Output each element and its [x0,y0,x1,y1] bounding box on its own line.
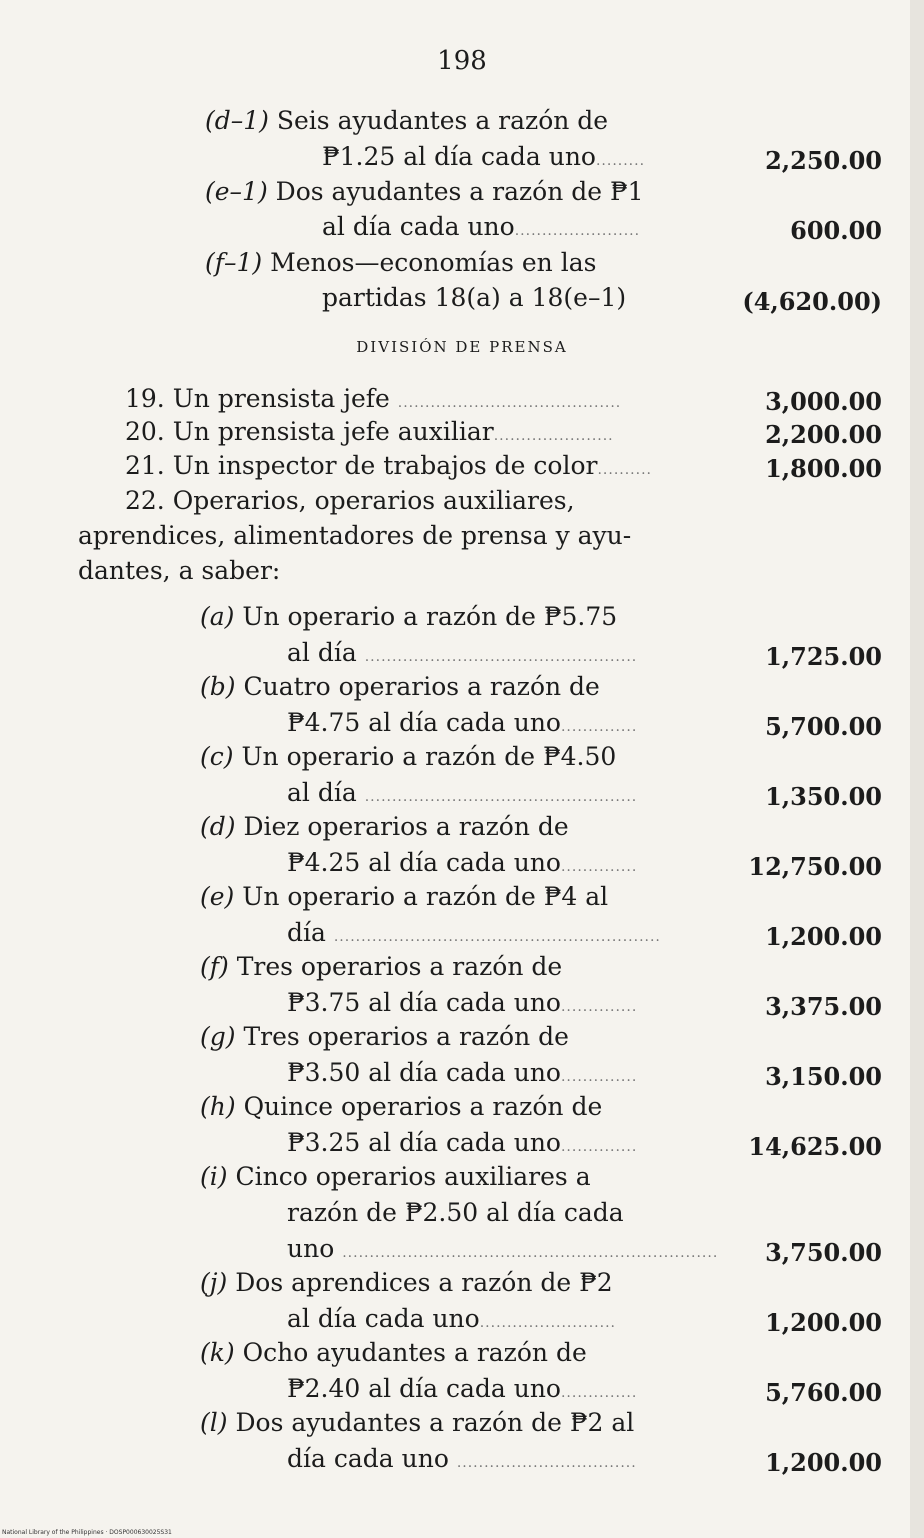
item-h-amount: 14,625.00 [748,1132,882,1161]
leader-dots: .............. [560,719,638,735]
item-a-label: (a) [200,602,235,631]
item-f1-amount: (4,620.00) [742,287,882,316]
item-g-line1 [200,1020,569,1054]
item-d-text1: Diez operarios a razón de [243,812,569,841]
item-i-amount: 3,750.00 [765,1238,882,1267]
leader-dots: .............. [560,1069,638,1085]
item-b-text2: ₱4.75 al día cada uno [287,708,561,737]
item-a-line2 [287,636,637,674]
item-k-line1 [200,1336,587,1370]
item-e1-amount: 600.00 [790,216,882,245]
item-g-amount: 3,150.00 [765,1062,882,1091]
item-e1-line1 [205,175,644,209]
item-j-text2: al día cada uno [287,1304,480,1333]
item-e-text2: día [287,918,326,947]
item-a-amount: 1,725.00 [765,642,882,671]
item-c-text1: Un operario a razón de ₱4.50 [241,742,617,771]
item-21-text: 21. Un inspector de trabajos de color [125,451,598,480]
item-19-amount: 3,000.00 [765,387,882,416]
item-d1-line1 [205,104,608,138]
item-c-line2 [287,776,637,814]
item-j-label: (j) [200,1268,228,1297]
item-e1-text1: Dos ayudantes a razón de ₱1 [275,177,644,206]
item-g-text2: ₱3.50 al día cada uno [287,1058,561,1087]
leader-dots: .................................................. [364,649,638,665]
item-f-text1: Tres operarios a razón de [236,952,563,981]
leader-dots: ......................................... [397,395,622,411]
leader-dots: ......................... [479,1315,616,1331]
item-j-line1 [200,1266,613,1300]
item-g-text1: Tres operarios a razón de [243,1022,569,1051]
item-21 [125,449,652,487]
footer-credit: National Library of the Philippines · DOSP000630025S31 [2,1529,172,1536]
leader-dots: .................................................. [364,789,638,805]
leader-dots: .......... [597,462,652,478]
item-i-label: (i) [200,1162,228,1191]
item-d-line2 [287,846,637,884]
item-h-label: (h) [200,1092,236,1121]
item-e1-text2: al día cada uno [322,212,515,241]
leader-dots: ..................................................................... [342,1245,719,1261]
item-20 [125,415,614,453]
item-k-text2: ₱2.40 al día cada uno [287,1374,561,1403]
item-c-text2: al día [287,778,357,807]
item-22-line2: aprendices, alimentadores de prensa y ayu- [78,521,632,550]
item-h-text2: ₱3.25 al día cada uno [287,1128,561,1157]
item-20-text: 20. Un prensista jefe auxiliar [125,417,494,446]
item-b-text1: Cuatro operarios a razón de [243,672,600,701]
item-a-text1: Un operario a razón de ₱5.75 [242,602,618,631]
item-j-text1: Dos aprendices a razón de ₱2 [235,1268,613,1297]
leader-dots: .............. [560,859,638,875]
leader-dots: ................................. [456,1455,637,1471]
item-l-label: (l) [200,1408,228,1437]
item-l-amount: 1,200.00 [765,1448,882,1477]
item-j-amount: 1,200.00 [765,1308,882,1337]
item-b-line2 [287,706,637,744]
item-b-line1 [200,670,600,704]
page-edge-shadow [910,0,924,1538]
item-e1-line2 [322,210,640,248]
leader-dots: .............. [560,1139,638,1155]
item-i-text3: uno [287,1234,335,1263]
item-f-text2: ₱3.75 al día cada uno [287,988,561,1017]
item-d1-label: (d–1) [205,106,269,135]
item-f1-line1 [205,246,596,280]
item-e-line2 [287,916,661,954]
item-l-text1: Dos ayudantes a razón de ₱2 al [235,1408,635,1437]
item-d-amount: 12,750.00 [748,852,882,881]
item-c-line1 [200,740,616,774]
item-g-line2 [287,1056,637,1094]
item-f-amount: 3,375.00 [765,992,882,1021]
item-d1-line2 [322,140,645,178]
item-d1-text1: Seis ayudantes a razón de [276,106,609,135]
leader-dots: .............. [560,1385,638,1401]
leader-dots: ......... [595,153,646,169]
item-f-line2 [287,986,637,1024]
item-h-line1 [200,1090,602,1124]
item-e1-label: (e–1) [205,177,268,206]
item-l-line2 [287,1442,637,1480]
leader-dots: ...................... [493,428,614,444]
item-c-label: (c) [200,742,234,771]
item-e-text1: Un operario a razón de ₱4 al [242,882,609,911]
item-d-text2: ₱4.25 al día cada uno [287,848,561,877]
item-f-line1 [200,950,562,984]
item-k-text1: Ocho ayudantes a razón de [242,1338,587,1367]
item-22-line3: dantes, a saber: [78,556,281,585]
item-h-line2 [287,1126,637,1164]
item-d-line1 [200,810,569,844]
item-21-amount: 1,800.00 [765,454,882,483]
item-i-line1 [200,1160,591,1194]
item-19-text: 19. Un prensista jefe [125,384,390,413]
item-a-text2: al día [287,638,357,667]
item-i-line3 [287,1232,718,1270]
item-b-label: (b) [200,672,236,701]
item-i-line2: razón de ₱2.50 al día cada [287,1198,624,1227]
item-20-amount: 2,200.00 [765,420,882,449]
item-e-amount: 1,200.00 [765,922,882,951]
item-g-label: (g) [200,1022,236,1051]
item-i-text1: Cinco operarios auxiliares a [235,1162,591,1191]
item-k-line2 [287,1372,637,1410]
item-f1-text2: partidas 18(a) a 18(e–1) [322,283,627,312]
item-22-line1: 22. Operarios, operarios auxiliares, [125,486,575,515]
item-k-label: (k) [200,1338,235,1367]
item-j-line2 [287,1302,616,1340]
item-d1-text2: ₱1.25 al día cada uno [322,142,596,171]
item-l-line1 [200,1406,634,1440]
leader-dots: ....................... [514,223,641,239]
item-c-amount: 1,350.00 [765,782,882,811]
item-f-label: (f) [200,952,229,981]
item-e-line1 [200,880,608,914]
item-e-label: (e) [200,882,235,911]
page-number: 198 [437,46,487,76]
item-a-line1 [200,600,617,634]
item-h-text1: Quince operarios a razón de [243,1092,603,1121]
item-k-amount: 5,760.00 [765,1378,882,1407]
item-l-text2: día cada uno [287,1444,449,1473]
leader-dots: .............. [560,999,638,1015]
leader-dots: ............................................................ [333,929,661,945]
item-d-label: (d) [200,812,236,841]
item-f1-text1: Menos—economías en las [270,248,597,277]
item-b-amount: 5,700.00 [765,712,882,741]
section-heading: DIVISIÓN DE PRENSA [356,338,568,356]
item-f1-line2 [322,281,626,315]
item-d1-amount: 2,250.00 [765,146,882,175]
item-f1-label: (f–1) [205,248,263,277]
